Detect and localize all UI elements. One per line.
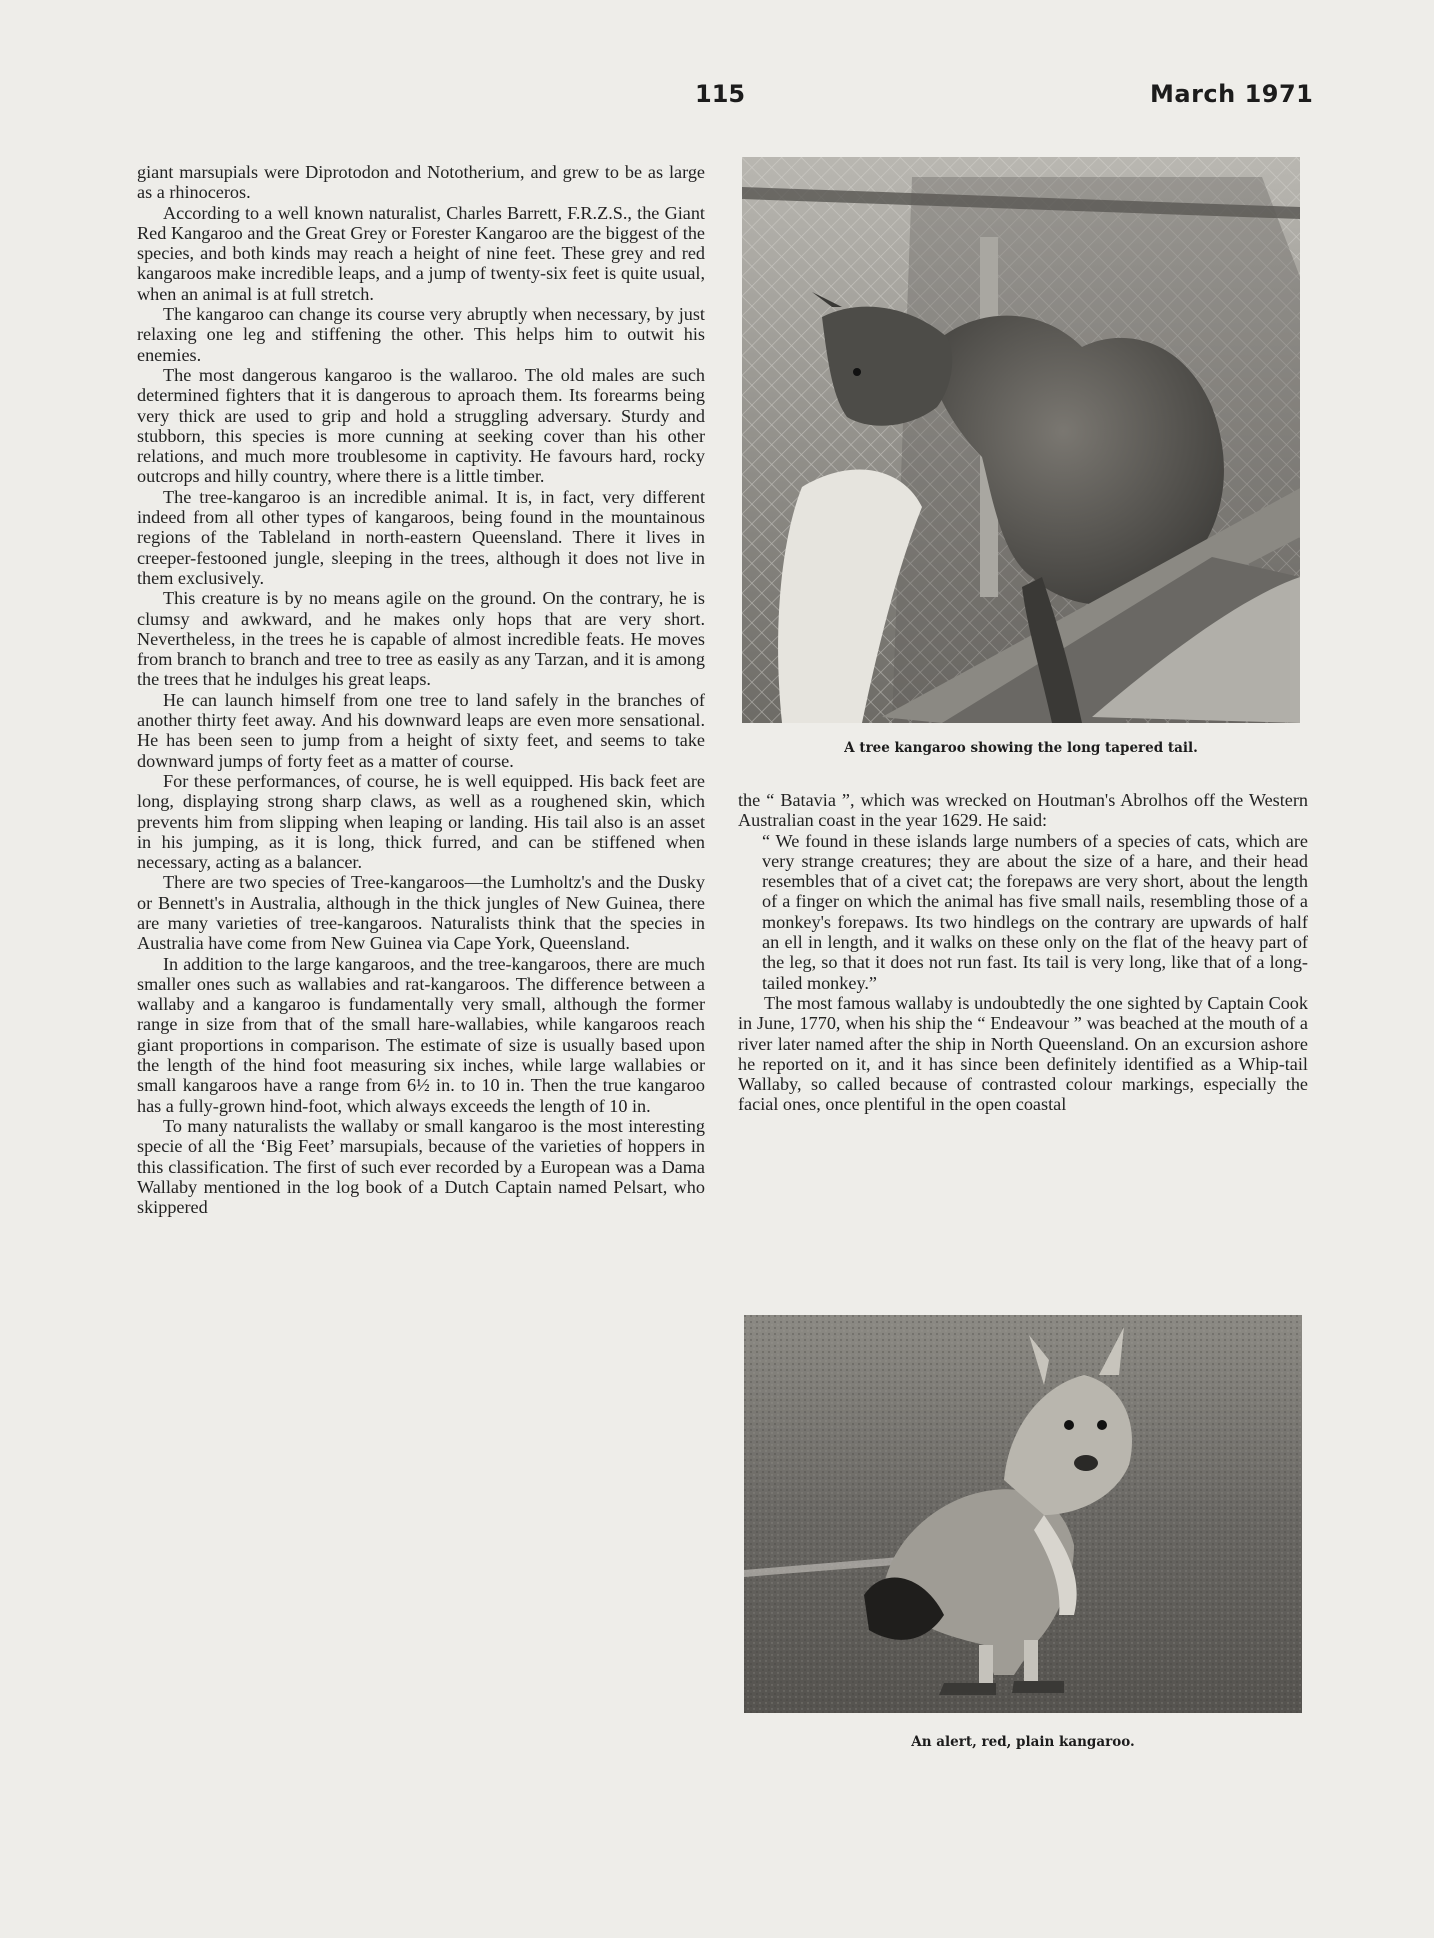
blockquote: “ We found in these islands large numbers of a species of cats, which are very strange creatures; they are about the size of a hare, and their head resembles that of a civet cat; the forepaws are very short, about the length of a finger on which the animal has five small nails, resembling those of a monkey's forepaws. Its two hindlegs on the contrary are upwards of half an ell in length, and it walks on these only on the flat of the heavy part of the leg, so that it does not run fast. Its tail is very long, like that of a long-tailed monkey.” bbox=[762, 830, 1308, 993]
paragraph: In addition to the large kangaroos, and the tree-kangaroos, there are much smaller ones such as wallabies and rat-kangaroos. The difference between a wallaby and a kangaroo is fundamentally very small, although the former range in size from that of the small hare-wallabies, while kangaroos reach giant proportions in comparison. The estimate of size is usually based upon the length of the hind foot measuring six inches, while large wallabies or small kangaroos have a range from 6½ in. to 10 in. Then the true kangaroo has a fully-grown hind-foot, which always exceeds the length of 10 in. bbox=[137, 953, 705, 1116]
paragraph: To many naturalists the wallaby or small kangaroo is the most interesting specie of all the ‘Big Feet’ marsupials, because of the varieties of hoppers in this classification. The first of such ever recorded by a European was a Dama Wallaby mentioned in the log book of a Dutch Captain named Pelsart, who skippered bbox=[137, 1115, 705, 1218]
left-column bbox=[137, 162, 705, 1217]
paragraph: For these performances, of course, he is well equipped. His back feet are long, displaying strong sharp claws, as well as a roughened skin, which prevents him from slipping when leaping or landing. His tail also is an asset in his jumping, as it is long, thick furred, and can be stiffened when necessary, acting as a balancer. bbox=[137, 770, 705, 873]
paragraph: This creature is by no means agile on the ground. On the contrary, he is clumsy and awkward, and he makes only hops that are very short. Nevertheless, in the trees he is capable of almost incredible feats. He moves from branch to branch and tree to tree as easily as any Tarzan, and it is among the trees that he indulges his great leaps. bbox=[137, 588, 705, 690]
paragraph: The kangaroo can change its course very abruptly when necessary, by just relaxing one leg and stiffening the other. This helps him to outwit his enemies. bbox=[137, 304, 705, 365]
paragraph: giant marsupials were Diprotodon and Nototherium, and grew to be as large as a rhinoceros. bbox=[137, 162, 705, 203]
paragraph: The tree-kangaroo is an incredible animal. It is, in fact, very different indeed from all other types of kangaroos, being found in the mountainous regions of the Tableland in north-eastern Queensland. There it lives in creeper-festooned jungle, sleeping in the trees, although it does not live in them exclusively. bbox=[137, 486, 705, 588]
paragraph: the “ Batavia ”, which was wrecked on Houtman's Abrolhos off the Western Australian coast in the year 1629. He said: bbox=[738, 790, 1308, 831]
paragraph: The most dangerous kangaroo is the wallaroo. The old males are such determined fighters that it is dangerous to aproach them. Its forearms being very thick are used to grip and hold a struggling adversary. Sturdy and stubborn, this species is more cunning at seeking cover than his other relations, and much more troublesome in captivity. He favours hard, rocky outcrops and hilly country, where there is a little timber. bbox=[137, 364, 705, 487]
paragraph: The most famous wallaby is undoubtedly the one sighted by Captain Cook in June, 1770, when his ship the “ Endeavour ” was beached at the mouth of a river later named after the ship in North Queensland. On an excursion ashore he reported on it, and it has since been definitely identified as a Whip-tail Wallaby, so called because of contrasted colour markings, especially the facial ones, once plentiful in the open coastal bbox=[738, 992, 1308, 1115]
tree-kangaroo-caption: A tree kangaroo showing the long tapered tail. bbox=[844, 740, 1198, 756]
paragraph: There are two species of Tree-kangaroos—the Lumholtz's and the Dusky or Bennett's in Australia, although in the thick jungles of New Guinea, there are many varieties of tree-kangaroos. Naturalists think that the species in Australia have come from New Guinea via Cape York, Queensland. bbox=[137, 872, 705, 954]
plain-kangaroo-illustration bbox=[744, 1315, 1302, 1713]
page-number: 115 bbox=[695, 80, 746, 108]
paragraph: He can launch himself from one tree to land safely in the branches of another thirty feet away. And his downward leaps are even more sensational. He has been seen to jump from a height of sixty feet, and seems to take downward jumps of forty feet as a matter of course. bbox=[137, 689, 705, 771]
tree-kangaroo-illustration bbox=[742, 157, 1300, 723]
plain-kangaroo-caption: An alert, red, plain kangaroo. bbox=[911, 1734, 1135, 1750]
issue-date: March 1971 bbox=[1150, 80, 1314, 108]
plain-kangaroo-photo bbox=[744, 1315, 1302, 1713]
paragraph: According to a well known naturalist, Charles Barrett, F.R.Z.S., the Giant Red Kangaroo and the Great Grey or Forester Kangaroo are the biggest of the species, and both kinds may reach a height of nine feet. These grey and red kangaroos make incredible leaps, and a jump of twenty-six feet is quite usual, when an animal is at full stretch. bbox=[137, 202, 705, 304]
right-column bbox=[738, 790, 1308, 1115]
tree-kangaroo-photo bbox=[742, 157, 1300, 723]
